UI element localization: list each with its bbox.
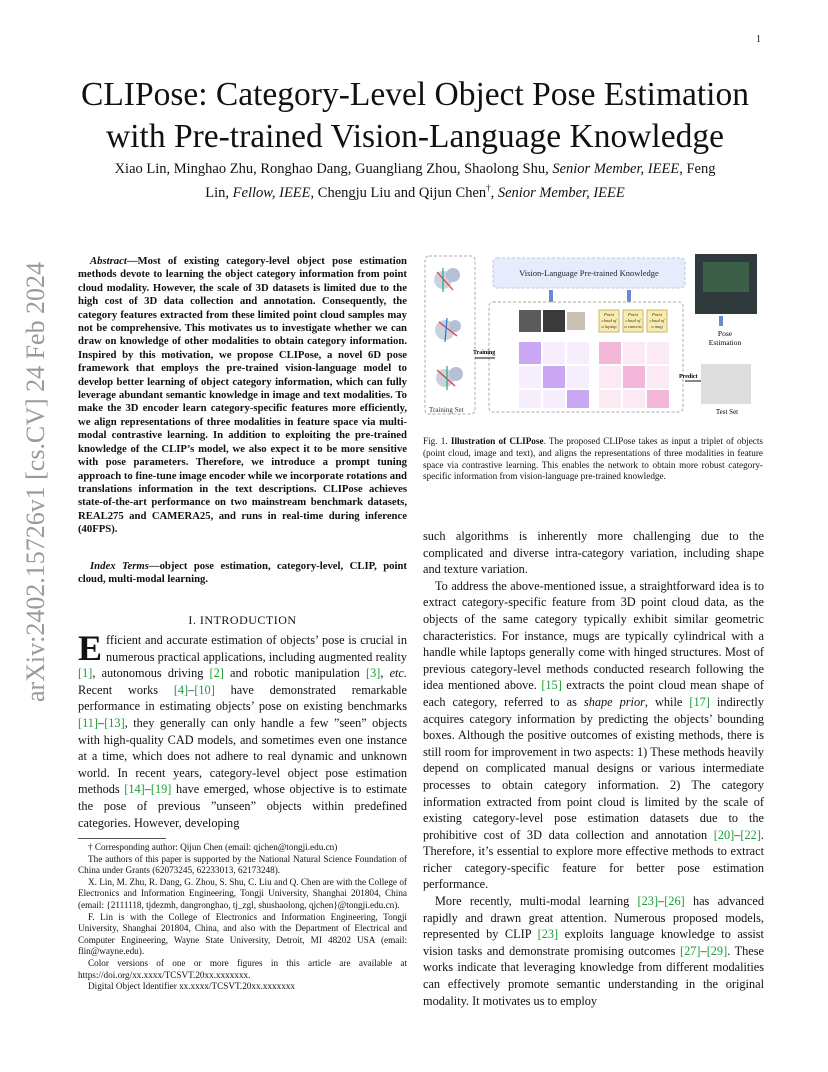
svg-text:a laptop: a laptop	[601, 324, 617, 329]
figure-caption: Fig. 1. Illustration of CLIPose. The proposed CLIPose takes as input a triplet of objects (point cloud, image and text), and aligns the representations of three modalities in feature space via contrastive learning. This enables the network to obtain more robust category-specific information from vision-language pre-trained knowledge.	[423, 436, 764, 482]
introduction-text: Efficient and accurate estimation of objects’ pose is crucial in numerous practical applications, including augmented reality [1], autonomous driving [2] and robotic manipulation [3], etc. Recent works [4]–[10] have demonstrated remarkable performance in estimating objects’ pose on existing benchmarks [11]–[13], they generally can only handle a few ”seen” objects with high-quality CAD models, and sometimes even one instance at a time, which does not adhere to real dynamic and unknown world. In recent years, category-level object pose estimation methods [14]–[19] have emerged, whose objective is to estimate the pose of previous ”unseen” objects within predefined categories. However, developing	[78, 628, 407, 830]
svg-text:arXiv:2402.15726v1 [cs.CV] 2: arXiv:2402.15726v1 [cs.CV] 24 Feb 2024	[21, 262, 50, 702]
similarity-matrix	[519, 342, 669, 408]
svg-text:a mug: a mug	[651, 324, 663, 329]
svg-text:Predict: Predict	[679, 374, 698, 380]
svg-text:Test Set: Test Set	[715, 408, 739, 416]
footnotes	[78, 842, 407, 993]
svg-text:cloud of: cloud of	[625, 318, 641, 323]
arxiv-side-label	[14, 262, 54, 702]
page-number: 1	[756, 34, 761, 45]
vl-knowledge-label: Vision-Language Pre-trained Knowledge	[519, 268, 659, 278]
footnote: The authors of this paper is supported by the National Natural Science Foundation of China under Grants (62073245, 62233013, 62173248).	[78, 853, 407, 876]
svg-text:Point: Point	[652, 312, 662, 317]
paragraph: More recently, multi-modal learning [23]–[26] has advanced rapidly and drawn great attention. Numerous proposed models, represented by CLIP [23] exploits language knowledge to assist vision tasks and demonstrate promising outcomes [27]–[29]. These works indicate that leveraging knowledge from different modalities can effectively promote semantic understanding in the original modality. It motivates us to employ	[423, 894, 764, 1008]
svg-text:Point: Point	[628, 312, 638, 317]
svg-text:Pose: Pose	[717, 329, 733, 338]
index-terms: Index Terms—object pose estimation, category-level, CLIP, point cloud, multi-modal learning.	[78, 560, 407, 586]
paper-title: CLIPose: Category-Level Object Pose Estimation with Pre-trained Vision-Language Knowledge	[80, 76, 749, 155]
svg-text:Training: Training	[473, 350, 496, 356]
svg-text:Point: Point	[604, 312, 614, 317]
abstract: Abstract—Most of existing category-level object pose estimation methods devote to learning the object category information from point cloud modality. However, the scale of 3D datasets is limited due to the high cost of 3D data collection and annotation. Consequently, the category features extracted from these limited point cloud samples may not be comprehensive. This motivates us to investigate whether we can draw on knowledge of other modalities to obtain category information. Inspired by this motivation, we propose CLIPose, a novel 6D pose framework that employs the pre-trained vision-language model to develop better learning of object category information, which can fully leverage abundant semantic knowledge in image and text modalities. To make the 3D encoder learn category-specific features more efficiently, we align representations of three modalities in feature space via multi-modal contrastive learning. In addition to exploiting the pre-trained knowledge of the CLIP’s model, we also expect it to be more sensitive with pose parameters. Therefore, we introduce a prompt tuning approach to fine-tune image encoder while we incorporate rotations and translations information in the text descriptions. CLIPose achieves state-of-the-art performance on two mainstream benchmark datasets, REAL275 and CAMERA25, and runs in real-time during inference (40FPS).	[78, 255, 407, 536]
footnote-rule	[78, 838, 166, 839]
paragraph: such algorithms is inherently more challenging due to the complicated and diverse intra-category variation, including shape and texture variation.	[423, 529, 764, 577]
svg-text:Estimation: Estimation	[708, 338, 742, 347]
footnote: Digital Object Identifier xx.xxxx/TCSVT.20xx.xxxxxxx	[88, 981, 296, 992]
svg-text:cloud of: cloud of	[601, 318, 617, 323]
section-heading: I. INTRODUCTION	[188, 613, 297, 627]
footnote: Color versions of one or more figures in this article are available at https://doi.org/xx.xxxx/TCSVT.20xx.xxxxxxx.	[78, 957, 407, 980]
right-column-text	[423, 528, 764, 1009]
author-list: Xiao Lin, Minghao Zhu, Ronghao Dang, Guangliang Zhou, Shaolong Shu, Senior Member, IEEE, Feng Lin, Fellow, IEEE, Chengju Liu and Qijun Chen†, Senior Member, IEEE	[114, 161, 716, 201]
svg-text:cloud of: cloud of	[649, 318, 665, 323]
footnote: F. Lin is with the College of Electronics and Information Engineering, Tongji University, Shanghai 201804, China, and also with the Department of Electrical and Computer Engineering, Wayne State University, Detroit, MI 48202 USA (email: flin@wayne.edu).	[78, 911, 407, 957]
training-set-label: Training Set	[429, 406, 464, 414]
training-point-clouds	[434, 268, 463, 390]
figure-1	[423, 250, 763, 420]
drop-cap: E	[78, 628, 103, 668]
footnote: † Corresponding author: Qijun Chen (email: qjchen@tongji.edu.cn)	[88, 842, 338, 852]
paragraph: To address the above-mentioned issue, a straightforward idea is to extract category-specific feature from 3D point cloud data, as the objects of the same category typically exhibit similar geometric characteristics. For instance, mugs are typically cylindrical with a handle while laptops generally come with hinged structures. Most of previous category-level methods conducted research following the idea mentioned above. [15] extracts the point cloud mean shape of each category, referred to as shape prior, while [17] indirectly acquires category information by predicting the objects’ bounding boxes. Although the positive outcomes of existing methods, there is still room for improvement in two aspects: 1) These methods heavily depend on complicated manual designs or various intermediate processes to obtain category information. 2) The category information extracted from point cloud is limited by the scale of existing category-level pose estimation datasets due to the prohibitive cost of 3D data collection and annotation [20]–[22]. Therefore, it’s essential to explore more effective methods to extract richer category-specific feature for better pose estimation performance.	[423, 578, 765, 892]
svg-text:a camera: a camera	[624, 324, 642, 329]
footnote: X. Lin, M. Zhu, R. Dang, G. Zhou, S. Shu, C. Liu and Q. Chen are with the College of Electronics and Information Engineering, Tongji University, Shanghai 201804, China (email: {2111118, tjdezmh, dangronghao, tj_zgl, shushaolong, qjchen}@tongji.edu.cn).	[78, 876, 407, 910]
